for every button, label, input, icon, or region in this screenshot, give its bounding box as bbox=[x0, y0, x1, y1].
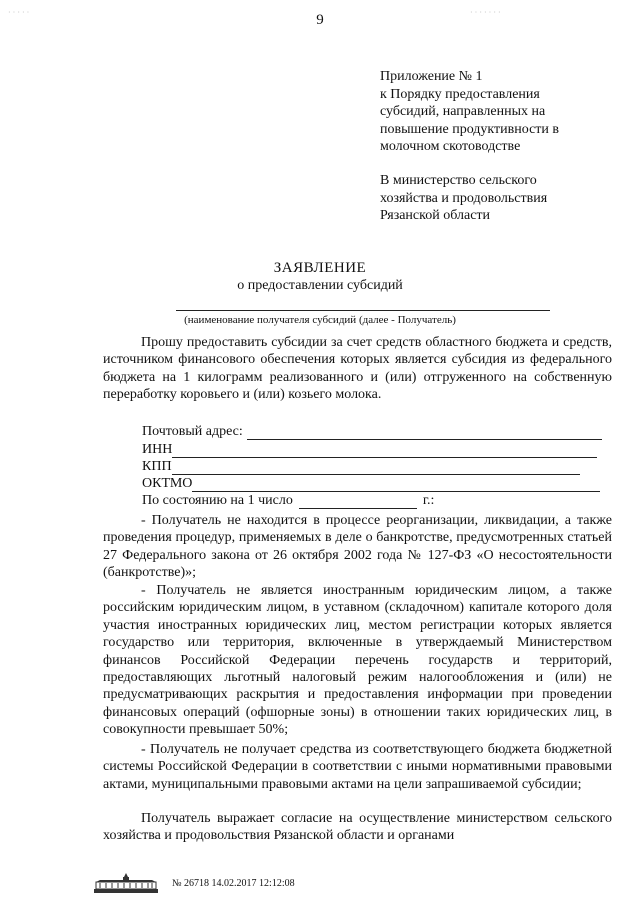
kpp-field bbox=[142, 458, 580, 475]
year-suffix: г.: bbox=[422, 493, 435, 508]
appendix-line: к Порядку предоставления bbox=[380, 86, 540, 102]
registration-number: № 26718 14.02.2017 12:12:08 bbox=[172, 877, 295, 889]
registration-footer bbox=[92, 872, 295, 894]
document-subtitle: о предоставлении субсидий bbox=[237, 278, 403, 293]
as-of-field bbox=[142, 492, 434, 509]
recipient-name-line bbox=[176, 310, 550, 311]
request-text: Прошу предоставить субсидии за счет средств областного бюджета и средств, источником финансового обеспечения которых является субсидия из федерального бюджета на 1 килограмм реализованного и (или) отгруженного на собственную переработку коровьего и (или) козьего молока. bbox=[103, 335, 612, 403]
appendix-line: субсидий, направленных на bbox=[380, 104, 546, 119]
addressee-line: В министерство сельского bbox=[380, 173, 537, 188]
kpp-label: КПП bbox=[142, 459, 172, 474]
addressee-block bbox=[380, 172, 547, 225]
kpp-line bbox=[172, 461, 580, 475]
condition-2 bbox=[103, 582, 612, 739]
appendix-line: Приложение № 1 bbox=[380, 69, 483, 84]
postal-address-field bbox=[142, 423, 602, 440]
addressee-line: Рязанской области bbox=[380, 208, 491, 223]
condition-text: - Получатель не является иностранным юридическим лицом, а также российским юридическим лицом, в уставном (складочном) капитале которого доля участия иностранных юридических лиц, местом регистрации которых является государство или территория, включенные в утверждаемый Министерством финансов Российской Федерации перечень государств и территорий, предоставляющих льготный налоговый режим налогообложения и (или) не предусматривающих раскрытия и предоставления информации при проведении финансовых операций (офшорные зоны) в отношении таких юридических лиц, в совокупности превышает 50%; bbox=[103, 583, 612, 738]
oktmo-label: ОКТМО bbox=[142, 476, 193, 491]
oktmo-field bbox=[142, 475, 600, 492]
page-number: 9 bbox=[316, 12, 324, 28]
condition-text: - Получатель не находится в процессе реорганизации, ликвидации, а также проведения процедур, применяемых в деле о банкротстве, предусмотренных статьей 27 Федерального закона от 26 октября 2002 года № 127-ФЗ «О несостоятельности (банкротстве)»; bbox=[103, 513, 612, 581]
as-of-date-line bbox=[299, 495, 417, 509]
appendix-block bbox=[380, 68, 559, 156]
inn-line bbox=[172, 444, 597, 458]
addressee-line: хозяйства и продовольствия bbox=[380, 190, 548, 206]
as-of-label: По состоянию на 1 число bbox=[142, 493, 293, 508]
condition-1 bbox=[103, 512, 612, 582]
postal-address-label: Почтовый адрес: bbox=[142, 424, 243, 439]
scan-artifact: · · · · · bbox=[8, 8, 30, 17]
condition-3 bbox=[103, 741, 612, 793]
appendix-line: молочном скотоводстве bbox=[380, 139, 521, 154]
consent-paragraph bbox=[103, 810, 612, 845]
scan-artifact: · · · · · · · bbox=[470, 8, 501, 17]
government-building-logo-icon bbox=[92, 872, 160, 894]
request-paragraph bbox=[103, 334, 612, 404]
appendix-line: повышение продуктивности в bbox=[380, 121, 560, 137]
document-title: ЗАЯВЛЕНИЕ bbox=[273, 260, 367, 276]
postal-address-line bbox=[247, 426, 602, 440]
consent-text: Получатель выражает согласие на осуществление министерством сельского хозяйства и продовольствия Рязанской области и органами bbox=[103, 811, 612, 844]
oktmo-line bbox=[192, 478, 600, 492]
condition-text: - Получатель не получает средства из соответствующего бюджета бюджетной системы Российской Федерации в соответствии с иными нормативными правовыми актами, муниципальными правовыми актами на цели запрашиваемой субсидии; bbox=[103, 742, 612, 792]
recipient-caption: (наименование получателя субсидий (далее - Получатель) bbox=[184, 314, 456, 326]
inn-label: ИНН bbox=[142, 442, 173, 457]
inn-field bbox=[142, 441, 597, 458]
